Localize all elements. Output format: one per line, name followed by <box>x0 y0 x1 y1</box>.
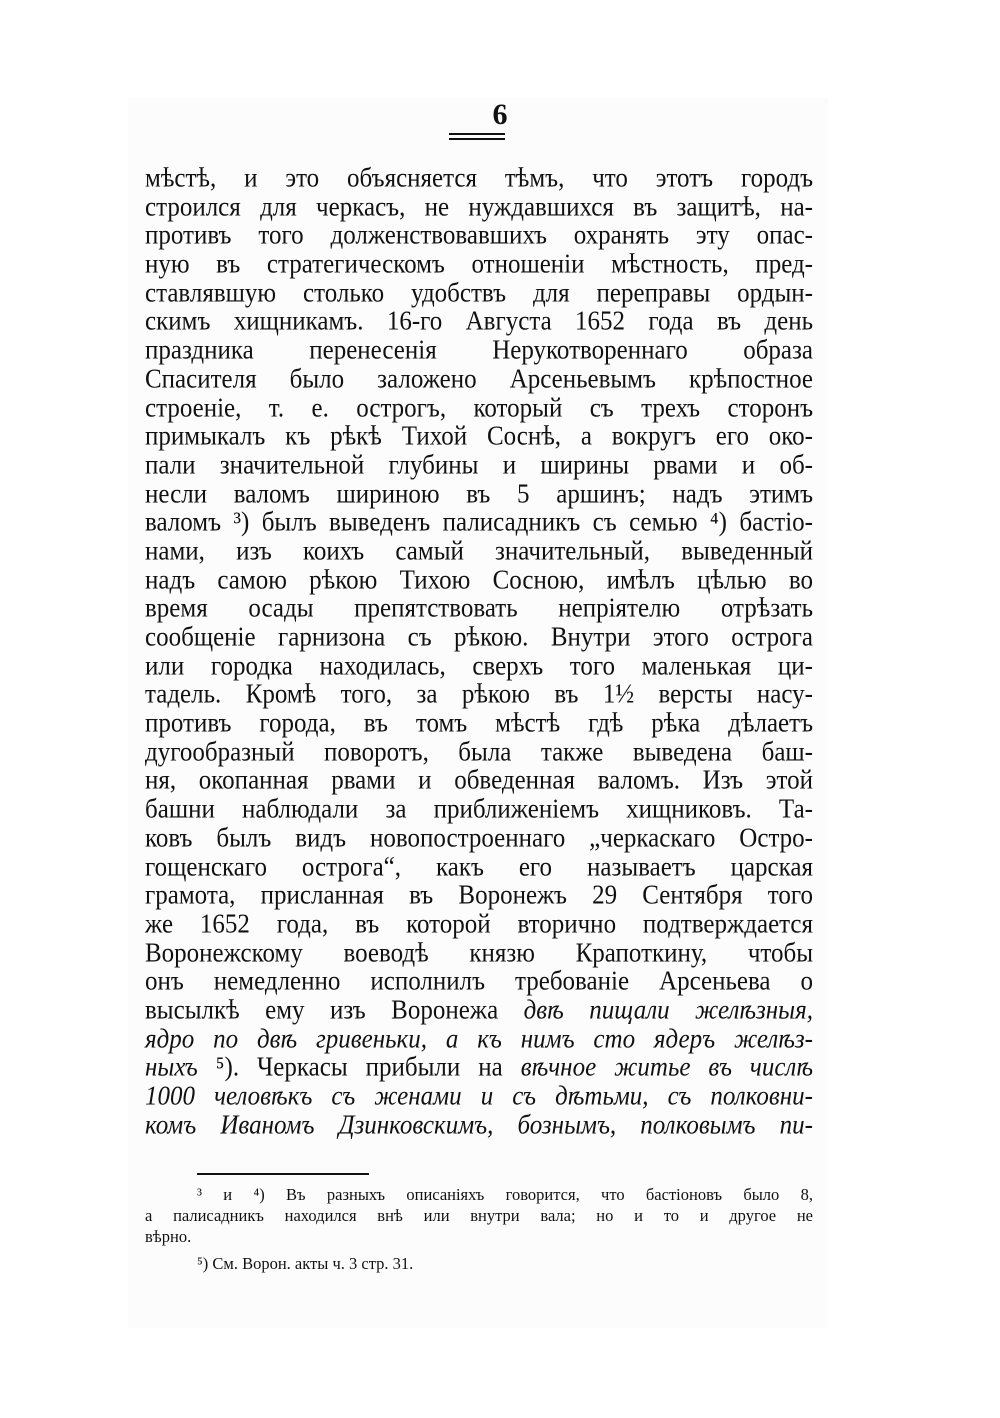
text-line: противъ города, въ томъ мѣстѣ гдѣ рѣка дѣлаетъ <box>145 708 813 739</box>
text-line: скимъ хищникамъ. 16-го Августа 1652 года въ день <box>145 307 813 337</box>
text-line: башни наблюдали за приближеніемъ хищниковъ. Та- <box>145 794 813 825</box>
text-line: Спасителя было заложено Арсеньевымъ крѣпостное <box>145 364 813 394</box>
text-line: дугообразный поворотъ, была также выведена баш- <box>145 737 813 767</box>
text-line-italic: ядро по двѣ гривеньки, а къ нимъ сто ядеръ желѣз- <box>145 1024 813 1054</box>
footnote-line: ³ и ⁴) Въ разныхъ описаніяхъ говорится, что бастіоновъ было 8, <box>197 1185 813 1204</box>
italic-run: ныхъ <box>145 1053 198 1083</box>
text-line: ковъ былъ видъ новопостроеннаго „черкаскаго Остро- <box>145 823 813 853</box>
text-line: время осады препятствовать непріятелю отрѣзать <box>145 594 813 624</box>
text-run: ⁵). Черкасы прибыли на <box>197 1053 521 1083</box>
text-line: ставлявшую столько удобствъ для переправы ордын- <box>145 278 813 308</box>
text-line: мѣстѣ, и это объясняется тѣмъ, что этотъ городъ <box>145 163 813 194</box>
text-line: строеніе, т. е. острогъ, который съ трехъ сторонъ <box>145 393 813 423</box>
footnote-line: а палисадникъ находился внѣ или внутри вала; но и то и другое не <box>145 1206 813 1225</box>
text-run: высылкѣ ему изъ Воронежа <box>145 995 524 1025</box>
page-number-rule <box>449 133 505 135</box>
page-number: 6 <box>492 98 508 131</box>
footnote-line: вѣрно. <box>145 1227 192 1246</box>
footnote-3-4 <box>145 1184 813 1247</box>
text-line: Воронежскому воеводѣ князю Крапоткину, чтобы <box>145 938 813 968</box>
text-line: надъ самою рѣкою Тихою Сосною, имѣлъ цѣлью во <box>145 565 813 595</box>
italic-run: двѣ пищали желѣзныя, <box>523 995 813 1025</box>
italic-run: вѣчное житье въ числѣ <box>520 1053 813 1083</box>
text-line: гощенскаго острога“, какъ его называетъ царская <box>145 852 813 882</box>
text-line: валомъ ³) былъ выведенъ палисадникъ съ семью ⁴) бастіо- <box>145 508 813 538</box>
text-line: ня, окопанная рвами и обведенная валомъ. Изъ этой <box>145 766 813 796</box>
text-line: пали значительной глубины и ширины рвами и об- <box>145 450 813 480</box>
text-line: же 1652 года, въ которой вторично подтверждается <box>145 909 813 939</box>
body-text <box>145 165 813 1140</box>
text-line: праздника перенесенія Нерукотвореннаго образа <box>145 335 813 366</box>
footnote-5: ⁵) См. Ворон. акты ч. 3 стр. 31. <box>197 1254 414 1273</box>
text-line: или городка находилась, сверхъ того маленькая ци- <box>145 651 813 681</box>
text-line: нами, изъ коихъ самый значительный, выведенный <box>145 536 813 566</box>
text-line: несли валомъ шириною въ 5 аршинъ; надъ этимъ <box>145 479 813 509</box>
text-line-mixed <box>145 1053 813 1084</box>
footnote-separator <box>197 1173 369 1175</box>
text-line: онъ немедленно исполнилъ требованіе Арсеньева о <box>145 967 813 997</box>
text-line: сообщеніе гарнизона съ рѣкою. Внутри этого острога <box>145 622 813 653</box>
text-line: примыкалъ къ рѣкѣ Тихой Соснѣ, а вокругъ его око- <box>145 422 813 452</box>
text-line-italic: комъ Иваномъ Дзинковскимъ, бознымъ, полковымъ пи- <box>145 1110 813 1140</box>
text-line: ную въ стратегическомъ отношеніи мѣстность, пред- <box>145 249 813 280</box>
text-line: противъ того долженствовавшихъ охранять эту опас- <box>145 221 813 251</box>
text-line-italic: 1000 человѣкъ съ женами и съ дѣтьми, съ полковни- <box>145 1081 813 1112</box>
text-line-mixed <box>145 996 813 1027</box>
text-line: строился для черкасъ, не нуждавшихся въ защитѣ, на- <box>145 192 813 222</box>
text-line: тадель. Кромѣ того, за рѣкою въ 1½ версты насу- <box>145 680 813 710</box>
page-number-rule <box>449 138 505 140</box>
text-line: грамота, присланная въ Воронежъ 29 Сентября того <box>145 881 813 911</box>
